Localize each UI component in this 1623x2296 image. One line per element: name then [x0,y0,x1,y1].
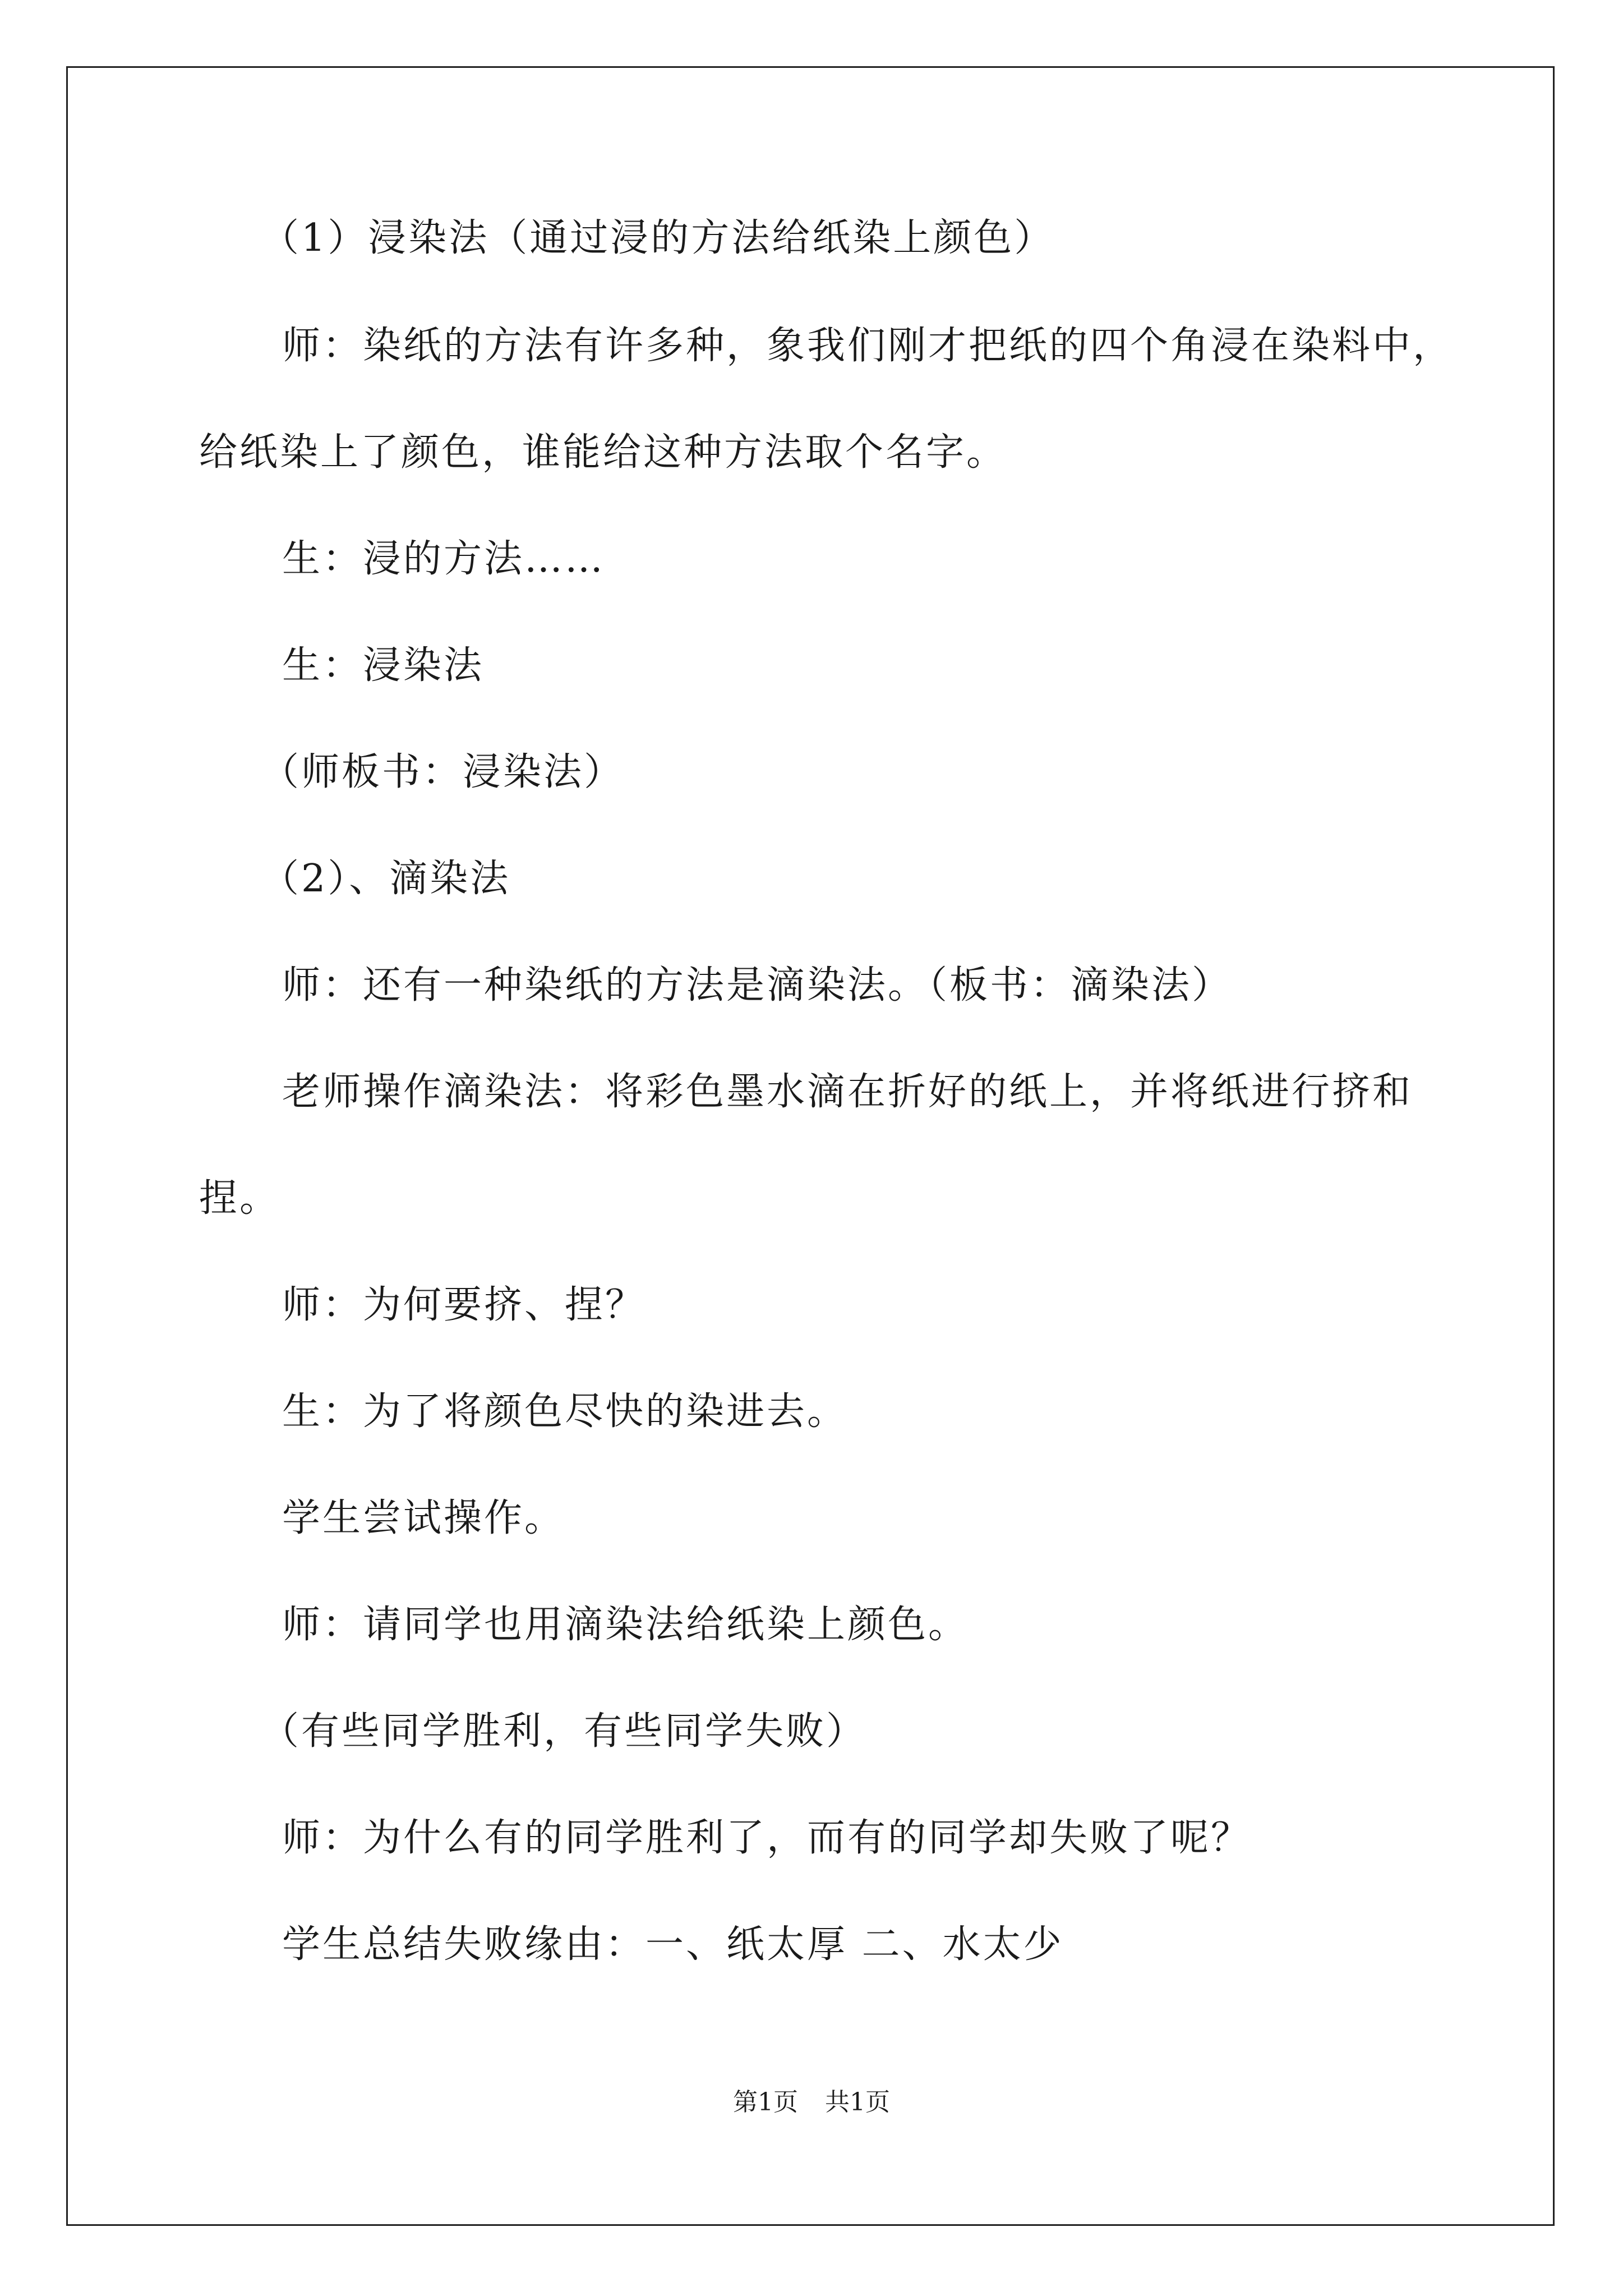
paragraph-3: 生：浸的方法…… [282,537,606,581]
paragraph-2: 师：染纸的方法有许多种，象我们刚才把纸的四个角浸在染料中， [282,324,1454,368]
paragraph-8: 老师操作滴染法：将彩色墨水滴在折好的纸上，并将纸进行挤和 [282,1070,1413,1114]
paragraph-8-cont: 捏。 [199,1176,280,1221]
paragraph-12: 师：请同学也用滴染法给纸染上颜色。 [282,1603,969,1647]
page-number: 第1页 [733,2088,798,2116]
paragraph-13: （有些同学胜利，有些同学失败） [261,1709,867,1754]
page-footer [0,2088,1623,2117]
paragraph-14: 师：为什么有的同学胜利了，而有的同学却失败了呢？ [282,1816,1252,1860]
paragraph-11: 学生尝试操作。 [282,1496,565,1540]
paragraph-6: （2）、滴染法 [261,857,511,901]
paragraph-7: 师：还有一种染纸的方法是滴染法。（板书：滴染法） [282,963,1233,1007]
paragraph-15: 学生总结失败缘由：一、纸太厚 二、水太少 [282,1922,1064,1967]
paragraph-4: 生：浸染法 [282,643,485,688]
paragraph-2-cont: 给纸染上了颜色，谁能给这种方法取个名字。 [199,430,1007,475]
page-total: 共1页 [825,2088,890,2116]
paragraph-9: 师：为何要挤、捏？ [282,1283,646,1327]
paragraph-1: （1）浸染法（通过浸的方法给纸染上颜色） [261,216,1055,260]
page-border [66,66,1555,2226]
paragraph-5: （师板书：浸染法） [261,750,625,794]
paragraph-10: 生：为了将颜色尽快的染进去。 [282,1389,848,1434]
